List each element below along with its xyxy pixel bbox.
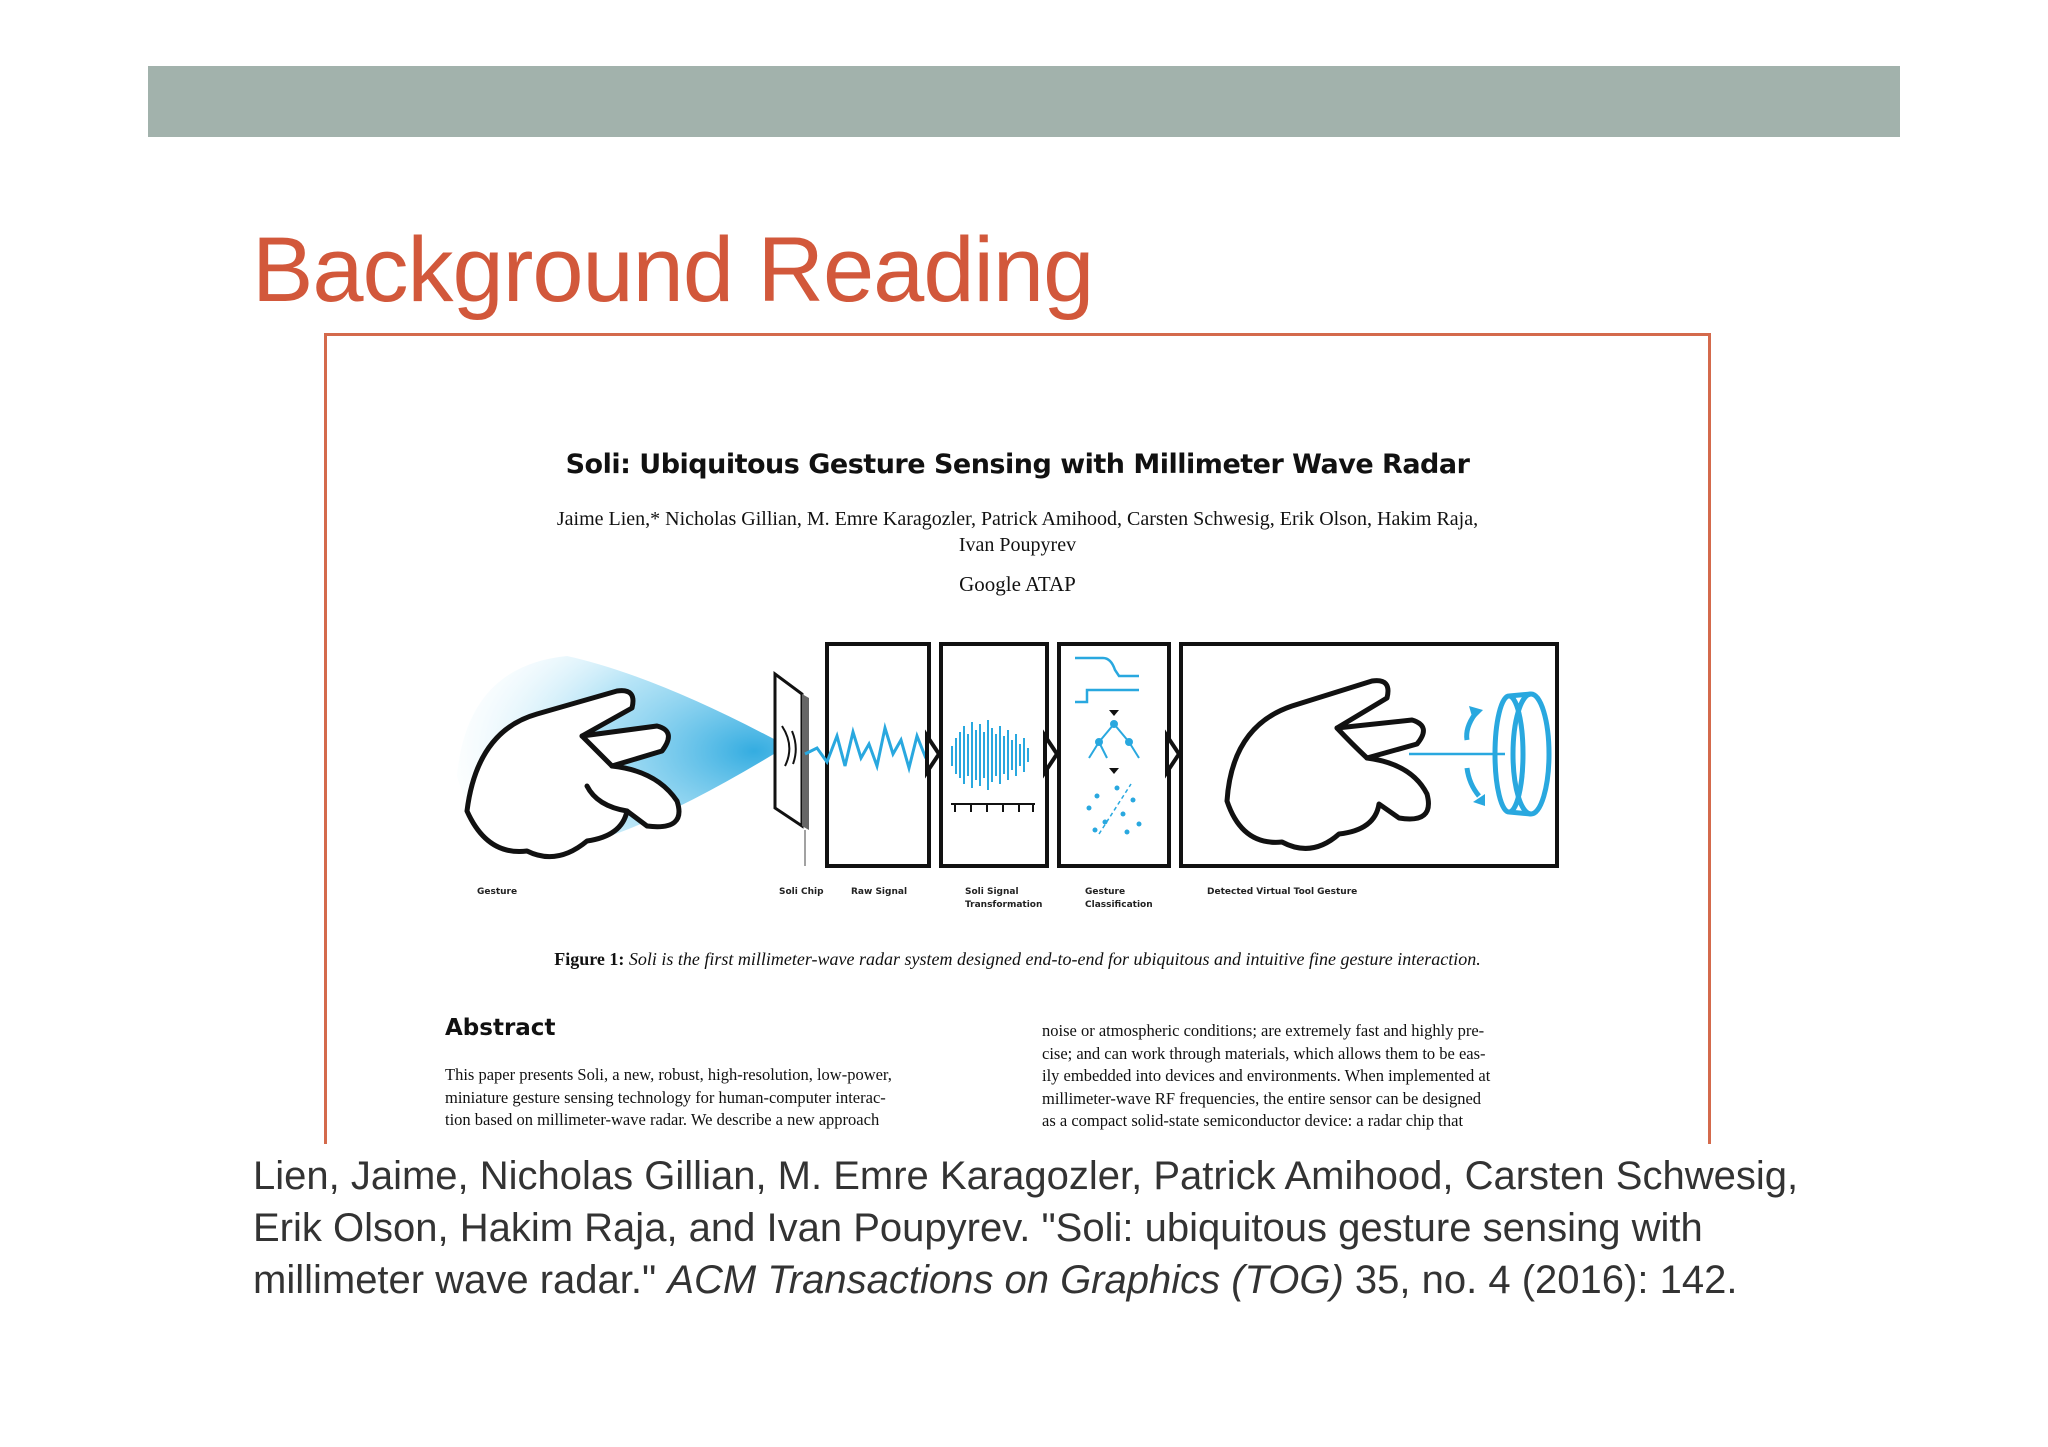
abstract-left-column xyxy=(445,1064,989,1132)
paper-authors xyxy=(477,506,1558,558)
paper-screenshot-frame xyxy=(324,333,1711,1144)
figure-label-raw-signal: Raw Signal xyxy=(851,887,908,897)
slide-title: Background Reading xyxy=(252,219,1094,321)
abstract-right-line: millimeter-wave RF frequencies, the entire sensor can be designed xyxy=(1042,1088,1482,1108)
abstract-left-line: miniature gesture sensing technology for human-computer interac- xyxy=(445,1087,886,1107)
abstract-right-line: noise or atmospheric conditions; are extremely fast and highly pre- xyxy=(1042,1021,1485,1040)
soli-chip-icon xyxy=(775,674,809,866)
top-banner-bar xyxy=(148,66,1900,137)
abstract-right-line: cise; and can work through materials, which allows them to be eas- xyxy=(1042,1043,1486,1063)
figure-label-gesture: Gesture xyxy=(477,887,518,897)
figure-label-soli-chip: Soli Chip xyxy=(779,887,824,897)
paper-affiliation: Google ATAP xyxy=(959,572,1076,596)
abstract-right-line: ily embedded into devices and environments. When implemented at xyxy=(1042,1066,1491,1085)
figure-caption xyxy=(327,949,1708,970)
citation-journal: ACM Transactions on Graphics (TOG) xyxy=(667,1258,1344,1302)
figure-caption-text: Soli is the first millimeter-wave radar system designed end-to-end for ubiquitous and intuitive fine gesture interaction. xyxy=(628,949,1481,969)
abstract-left-line: tion based on millimeter-wave radar. We describe a new approach xyxy=(445,1110,880,1129)
figure-caption-label: Figure 1: xyxy=(554,949,625,969)
paper-title: Soli: Ubiquitous Gesture Sensing with Millimeter Wave Radar xyxy=(565,449,1470,480)
figure-label-classification-2: Classification xyxy=(1085,900,1153,910)
figure-label-detected: Detected Virtual Tool Gesture xyxy=(1207,887,1358,897)
gesture-classification-panel xyxy=(1059,644,1169,866)
figure-label-transformation-2: Transformation xyxy=(965,900,1043,910)
authors-line-1: Jaime Lien,* Nicholas Gillian, M. Emre Karagozler, Patrick Amihood, Carsten Schwesig, Erik Olson, Hakim Raja, xyxy=(556,508,1479,530)
paper-first-page xyxy=(327,336,1708,1144)
figure-label-classification-1: Gesture xyxy=(1085,887,1126,897)
abstract-right-line: as a compact solid-state semiconductor device: a radar chip that xyxy=(1042,1111,1464,1130)
citation-authors-title: Lien, Jaime, Nicholas Gillian, M. Emre Karagozler, Patrick Amihood, Carsten Schwesig, Erik Olson, Hakim Raja, and Ivan Poupyrev. "Soli: ubiquitous gesture sensing with millimeter wave radar." xyxy=(253,1154,1799,1302)
citation-volume: 35, no. 4 (2016): 142. xyxy=(1343,1258,1738,1302)
figure-soli-pipeline xyxy=(327,636,1708,910)
abstract-left-line: This paper presents Soli, a new, robust, high-resolution, low-power, xyxy=(445,1065,892,1084)
figure-label-transformation-1: Soli Signal xyxy=(965,887,1019,897)
citation-text xyxy=(253,1150,1813,1306)
abstract-heading: Abstract xyxy=(445,1015,556,1041)
abstract-right-column xyxy=(1042,1020,1588,1133)
authors-line-2: Ivan Poupyrev xyxy=(958,534,1077,556)
